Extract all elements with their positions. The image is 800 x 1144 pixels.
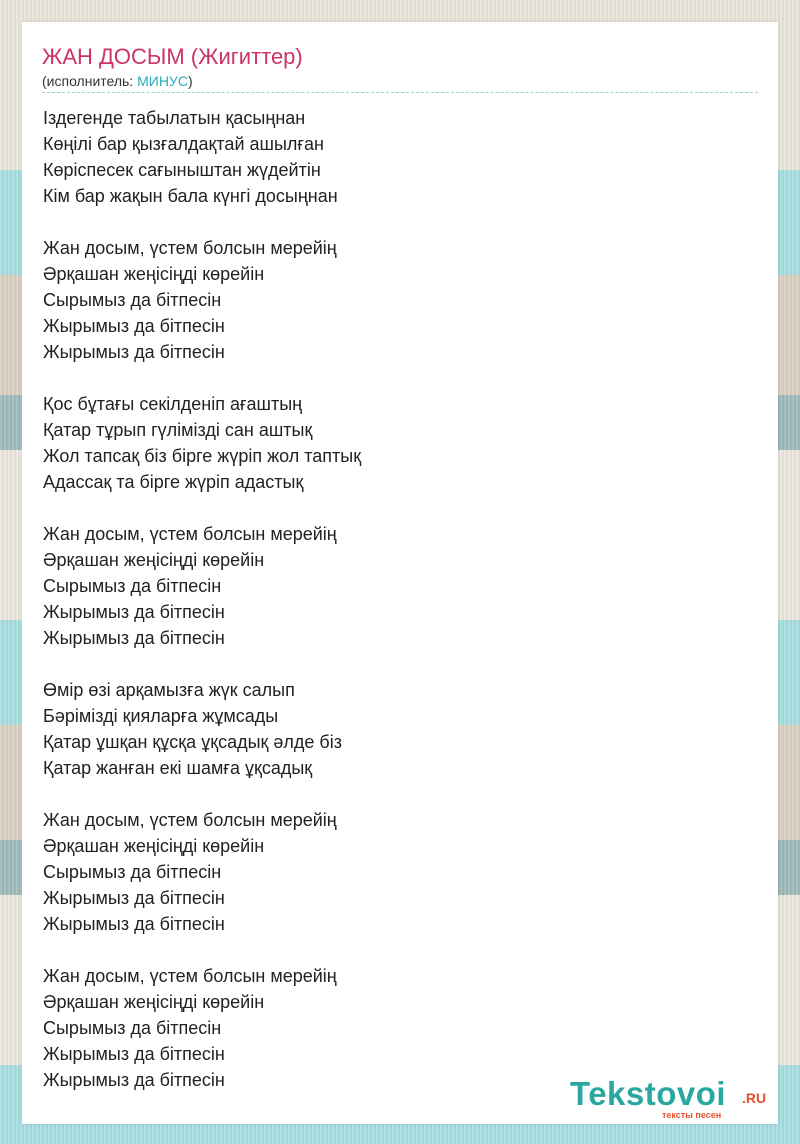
lyric-line: Сырымыз да бітпесін (43, 576, 222, 596)
lyric-line: Көңілі бар қызғалдақтай ашылған (43, 134, 324, 154)
lyric-line: Сырымыз да бітпесін (43, 1018, 222, 1038)
lyric-line: Жырымыз да бітпесін (43, 1070, 225, 1090)
lyric-line: Жырымыз да бітпесін (43, 1044, 225, 1064)
lyric-line: Жан досым, үстем болсын мерейің (43, 524, 337, 544)
lyric-line: Әрқашан жеңісіңді көрейін (43, 264, 265, 284)
logo-wordmark: Tekstovoi (570, 1075, 727, 1112)
site-logo[interactable] (570, 1075, 780, 1119)
page-title: ЖАН ДОСЫМ (Жигиттер) (42, 44, 303, 69)
lyric-line: Жан досым, үстем болсын мерейің (43, 238, 337, 258)
lyric-line: Қос бұтағы секілденіп ағаштың (43, 394, 303, 414)
lyrics-text (43, 105, 361, 1093)
artist-prefix: (исполнитель: (42, 73, 138, 89)
stanza (43, 807, 361, 937)
logo-tld: .RU (742, 1090, 767, 1106)
lyric-line: Іздегенде табылатын қасыңнан (43, 108, 306, 128)
lyric-line: Жан досым, үстем болсын мерейің (43, 966, 337, 986)
artist-suffix: ) (187, 73, 193, 89)
lyric-line: Жан досым, үстем болсын мерейің (43, 810, 337, 830)
stanza (43, 391, 361, 495)
lyric-line: Әрқашан жеңісіңді көрейін (43, 836, 265, 856)
lyric-line: Жырымыз да бітпесін (43, 316, 225, 336)
lyric-line: Жырымыз да бітпесін (43, 342, 225, 362)
logo-subtitle: тексты песен (662, 1110, 722, 1120)
lyric-line: Әрқашан жеңісіңді көрейін (43, 550, 265, 570)
stanza (43, 105, 361, 209)
lyric-line: Қатар жанған екі шамға ұқсадық (43, 758, 313, 778)
lyric-line: Сырымыз да бітпесін (43, 290, 222, 310)
lyric-line: Бәрімізді қияларға жұмсады (43, 706, 279, 726)
artist-link[interactable]: МИНУС (137, 73, 188, 89)
stanza (43, 677, 361, 781)
lyric-line: Көріспесек сағыныштан жүдейтін (43, 160, 321, 180)
lyric-line: Жырымыз да бітпесін (43, 602, 225, 622)
stanza (43, 963, 361, 1093)
lyric-line: Жырымыз да бітпесін (43, 914, 225, 934)
lyric-line: Жол тапсақ біз бірге жүріп жол таптық (43, 446, 362, 466)
lyric-line: Кім бар жақын бала күнгі досыңнан (43, 186, 338, 206)
lyric-line: Қатар ұшқан құсқа ұқсадық әлде біз (43, 732, 342, 752)
stanza (43, 235, 361, 365)
lyric-line: Жырымыз да бітпесін (43, 888, 225, 908)
stanza (43, 521, 361, 651)
header-divider (42, 92, 758, 93)
artist-line (42, 73, 193, 89)
lyrics-card (22, 22, 778, 1124)
lyric-line: Жырымыз да бітпесін (43, 628, 225, 648)
lyric-line: Адассақ та бірге жүріп адастық (43, 472, 304, 492)
lyric-line: Қатар тұрып гүлімізді сан аштық (43, 420, 313, 440)
lyric-line: Сырымыз да бітпесін (43, 862, 222, 882)
lyric-line: Әрқашан жеңісіңді көрейін (43, 992, 265, 1012)
lyric-line: Өмір өзі арқамызға жүк салып (43, 680, 295, 700)
